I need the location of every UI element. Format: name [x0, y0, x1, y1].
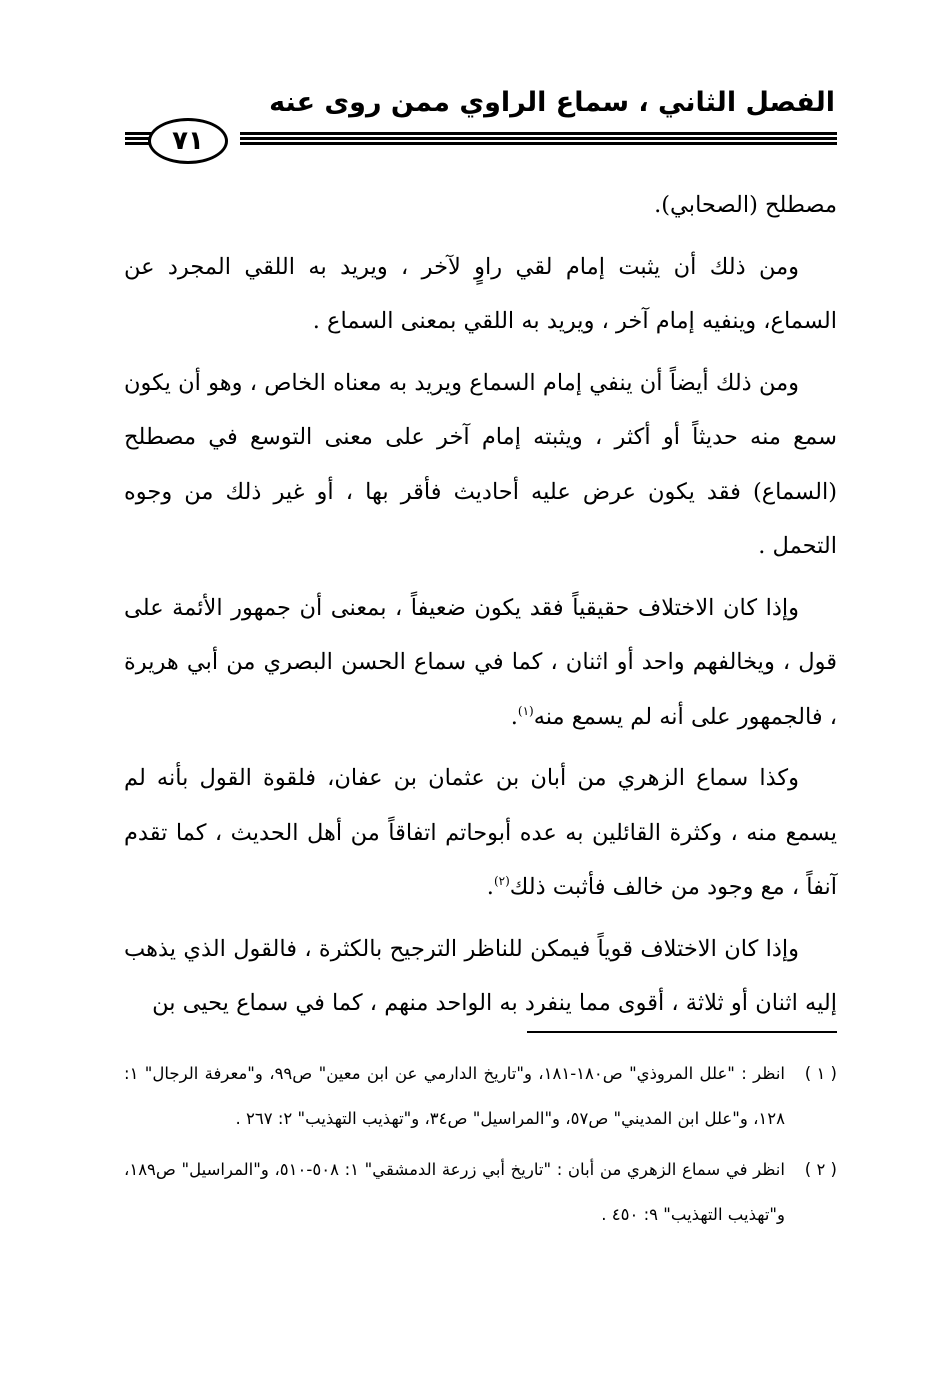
- paragraph: [124, 581, 837, 745]
- footnotes: [124, 1052, 837, 1244]
- paragraph-text: وكذا سماع الزهري من أبان بن عثمان بن عفان، فلقوة القول بأنه لم يسمع منه ، وكثرة القائلين به عده أبوحاتم اتفاقاً من أهل الحديث ، كما تقدم آنفاً ، مع وجود من خالف فأثبت ذلك: [124, 765, 837, 900]
- footnote-number: ( ٢ ): [804, 1160, 837, 1179]
- footnote-ref-2[interactable]: (٢): [493, 874, 510, 888]
- footnote-text: انظر : "علل المروذي" ص١٨٠-١٨١، و"تاريخ الدارمي عن ابن معين" ص٩٩، و"معرفة الرجال" ١: ١٢٨، و"علل ابن المديني" ص٥٧، و"المراسيل" ص٣٤، و"تهذيب التهذيب" ٢: ٢٦٧ .: [124, 1064, 785, 1128]
- paragraph: ومن ذلك أن يثبت إمام لقي راوٍ لآخر ، ويريد به اللقي المجرد عن السماع، وينفيه إمام آخر ، ويريد به اللقي بمعنى السماع .: [124, 253, 837, 334]
- footnote-number: ( ١ ): [804, 1064, 837, 1083]
- period: .: [486, 874, 494, 900]
- period: .: [510, 703, 518, 730]
- paragraph: مصطلح (الصحابي).: [654, 192, 837, 218]
- footnote-ref-1[interactable]: (١): [517, 703, 534, 718]
- footnote-separator: [527, 1031, 837, 1033]
- paragraph: ومن ذلك أيضاً أن ينفي إمام السماع ويريد به معناه الخاص ، وهو أن يكون سمع منه حديثاً أو أكثر ، ويثبته إمام آخر على معنى التوسع في مصطلح (السماع) فقد يكون عرض عليه أحاديث فأقر بها ، أو غير ذلك من وجوه التحمل .: [124, 369, 837, 559]
- paragraph-text: وإذا كان الاختلاف حقيقياً فقد يكون ضعيفاً ، بمعنى أن جمهور الأئمة على قول ، ويخالفهم واحد أو اثنان ، كما في سماع الحسن البصري من أبي هريرة ، فالجمهور على أنه لم يسمع منه: [124, 594, 837, 730]
- page-number: ٧١: [148, 118, 228, 164]
- main-text: [124, 178, 837, 1038]
- footnote-1: [124, 1052, 837, 1141]
- footnote-2: [124, 1148, 837, 1237]
- chapter-title: الفصل الثاني ، سماع الراوي ممن روى عنه: [269, 87, 835, 118]
- footnote-text: انظر في سماع الزهري من أبان : "تاريخ أبي زرعة الدمشقي" ١: ٥٠٨-٥١٠، و"المراسيل" ص١٨٩، و"تهذيب التهذيب" ٩: ٤٥٠ .: [124, 1160, 785, 1224]
- paragraph: [124, 751, 837, 915]
- header-rule: [240, 132, 837, 146]
- paragraph: وإذا كان الاختلاف قوياً فيمكن للناظر الترجيح بالكثرة ، فالقول الذي يذهب إليه اثنان أو ثلاثة ، أقوى مما ينفرد به الواحد منهم ، كما في سماع يحيى بن: [124, 935, 837, 1016]
